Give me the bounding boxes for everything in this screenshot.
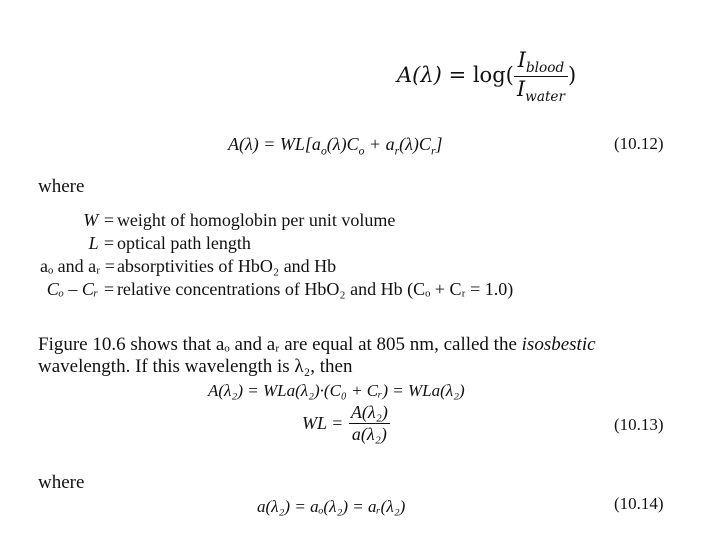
where-label-2: where — [38, 472, 85, 493]
paragraph-line-1: Figure 10.6 shows that aₒ and aᵣ are equal at 805 nm, called the isosbestic — [38, 334, 596, 355]
definitions-list — [40, 209, 513, 301]
equation-number-10-13: (10.13) — [614, 415, 664, 434]
emphasis-isosbestic: isosbestic — [521, 334, 596, 355]
fraction-denominator: a(λ₂) — [349, 423, 390, 445]
definition-text: optical path length — [116, 233, 251, 253]
definition-text: absorptivities of HbO₂ and Hb — [116, 256, 337, 276]
intensity-fraction — [514, 48, 568, 105]
definition-term: Cₒ – Cᵣ = — [46, 279, 115, 299]
eq-op: = log( — [448, 63, 514, 88]
eq-lhs: A(λ) — [397, 63, 442, 88]
equation-10-13: WL = $\frac{\text{A(λ₂)}}{\text{a(λ₂)}}$ — [302, 402, 391, 445]
definition-row — [40, 255, 513, 278]
equation-intro — [397, 48, 576, 105]
definition-text: weight of homoglobin per unit volume — [116, 210, 396, 230]
fraction-numerator: A(λ₂) — [350, 402, 388, 422]
equation-number-10-14: (10.14) — [614, 494, 664, 513]
where-label-1: where — [38, 176, 85, 197]
fraction-numerator: $I_{blood}$ — [517, 48, 565, 77]
equation-number-10-12: (10.12) — [614, 134, 664, 153]
definition-row — [40, 209, 513, 232]
definition-text: relative concentrations of HbO₂ and Hb (Cₒ + Cᵣ = 1.0) — [116, 279, 514, 299]
definition-row — [40, 278, 513, 301]
definition-row — [40, 232, 513, 255]
eq-close: ) — [568, 63, 577, 88]
definition-term: aₒ and aᵣ = — [40, 256, 115, 276]
equation-derivation: A(λ₂) = WLa(λ₂)·(C₀ + Cᵣ) = WLa(λ₂) — [208, 381, 465, 400]
definition-term: W = — [83, 210, 115, 230]
definition-term: L = — [88, 233, 115, 253]
equation-10-14: a(λ₂) = aₒ(λ₂) = aᵣ(λ₂) — [257, 497, 406, 516]
equation-10-12: $A(\lambda) = WL[a_o(\lambda)C_o + a_r(\lambda)C_r]$ — [228, 134, 443, 158]
paragraph-line-2: wavelength. If this wavelength is λ₂, then — [38, 356, 353, 377]
fraction-denominator: $I_{water}$ — [514, 76, 568, 105]
wl-fraction — [348, 402, 391, 445]
